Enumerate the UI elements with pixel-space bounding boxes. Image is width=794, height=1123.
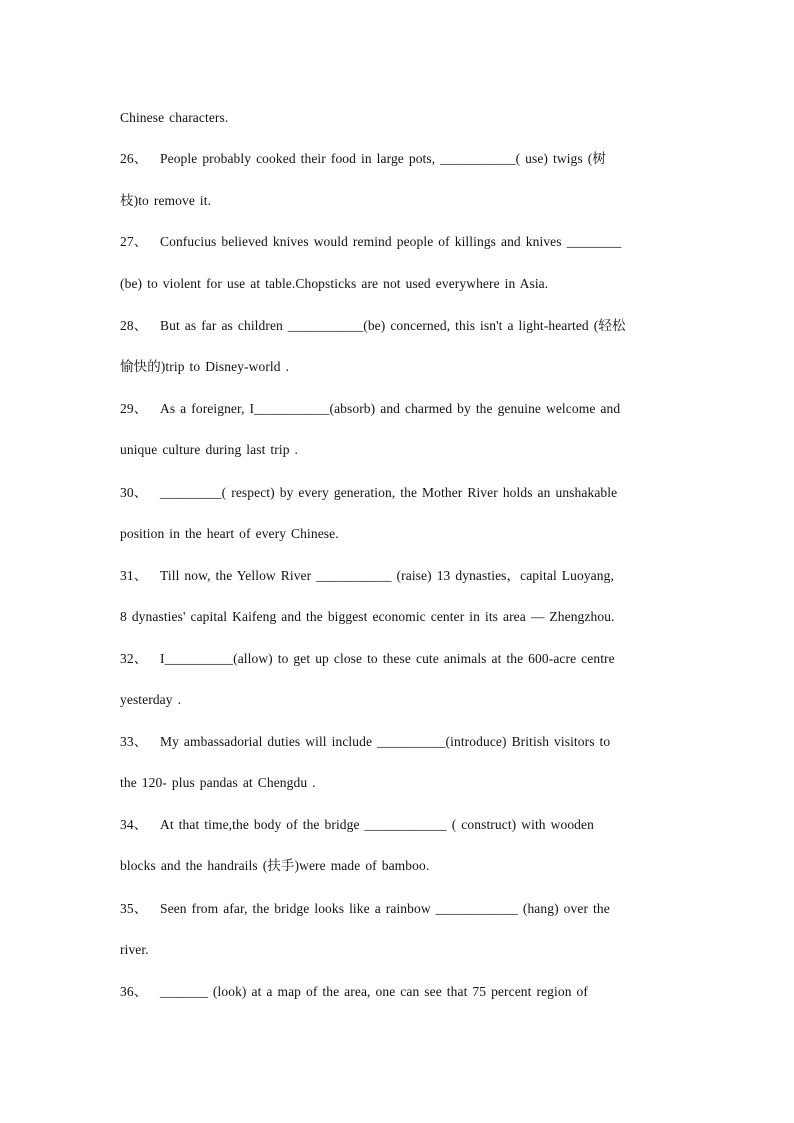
question-number: 27、: [120, 234, 148, 249]
question-number: 30、: [120, 485, 148, 500]
line-text: But as far as children ___________(be) concerned, this isn't a light-hearted (轻松: [160, 318, 626, 333]
question-30-line-1: [120, 483, 680, 503]
line-text: blocks and the handrails (扶手)were made of bamboo.: [120, 858, 430, 873]
question-number: 31、: [120, 568, 148, 583]
line-text: 8 dynasties' capital Kaifeng and the biggest economic center in its area — Zhengzhou.: [120, 609, 615, 624]
question-number: 35、: [120, 901, 148, 916]
question-33-line-1: [120, 732, 680, 752]
line-text: People probably cooked their food in large pots, ___________( use) twigs (树: [160, 151, 606, 166]
line-text: At that time,the body of the bridge ____________ ( construct) with wooden: [160, 817, 594, 832]
line-text: _______ (look) at a map of the area, one can see that 75 percent region of: [160, 984, 588, 999]
question-32-line-2: [120, 690, 680, 710]
line-text: Chinese characters.: [120, 110, 229, 125]
line-text: I__________(allow) to get up close to these cute animals at the 600-acre centre: [160, 651, 615, 666]
line-text: unique culture during last trip .: [120, 442, 299, 457]
question-28-line-2: [120, 357, 680, 377]
question-29-line-1: [120, 399, 680, 419]
question-number: 32、: [120, 651, 148, 666]
line-text: Till now, the Yellow River ___________ (raise) 13 dynasties，capital Luoyang,: [160, 568, 614, 583]
line-text: (be) to violent for use at table.Chopsticks are not used everywhere in Asia.: [120, 276, 549, 291]
question-number: 34、: [120, 817, 148, 832]
line-text: _________( respect) by every generation, the Mother River holds an unshakable: [160, 485, 618, 500]
question-33-line-2: [120, 773, 680, 793]
text-line: [120, 108, 680, 128]
line-text: the 120- plus pandas at Chengdu .: [120, 775, 316, 790]
line-text: 枝)to remove it.: [120, 193, 212, 208]
line-text: position in the heart of every Chinese.: [120, 526, 339, 541]
question-34-line-2: [120, 856, 680, 876]
question-29-line-2: [120, 440, 680, 460]
question-35-line-1: [120, 899, 680, 919]
question-31-line-2: [120, 607, 680, 627]
question-30-line-2: [120, 524, 680, 544]
question-27-line-1: [120, 232, 680, 252]
question-32-line-1: [120, 649, 680, 669]
line-text: Seen from afar, the bridge looks like a rainbow ____________ (hang) over the: [160, 901, 610, 916]
line-text: 愉快的)trip to Disney-world .: [120, 359, 290, 374]
line-text: As a foreigner, I___________(absorb) and charmed by the genuine welcome and: [160, 401, 621, 416]
question-number: 29、: [120, 401, 148, 416]
question-number: 28、: [120, 318, 148, 333]
question-36-line-1: [120, 982, 680, 1002]
question-number: 36、: [120, 984, 148, 999]
question-27-line-2: [120, 274, 680, 294]
question-34-line-1: [120, 815, 680, 835]
question-number: 33、: [120, 734, 148, 749]
line-text: river.: [120, 942, 149, 957]
line-text: yesterday .: [120, 692, 182, 707]
question-31-line-1: [120, 566, 680, 586]
question-26-line-1: [120, 149, 680, 169]
question-35-line-2: [120, 940, 680, 960]
question-26-line-2: [120, 191, 680, 211]
question-28-line-1: [120, 316, 680, 336]
line-text: Confucius believed knives would remind people of killings and knives ________: [160, 234, 622, 249]
line-text: My ambassadorial duties will include __________(introduce) British visitors to: [160, 734, 611, 749]
question-number: 26、: [120, 151, 148, 166]
